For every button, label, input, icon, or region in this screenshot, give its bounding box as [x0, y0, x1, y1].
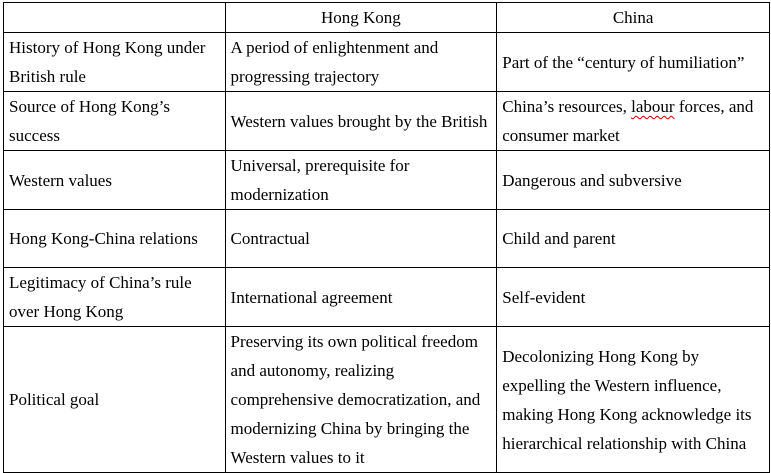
header-row: [4, 3, 770, 33]
china-cell: Decolonizing Hong Kong by expelling the Western influence, making Hong Kong acknowledge its hierarchical relationship with China: [497, 327, 770, 473]
hong-kong-cell: Contractual: [225, 210, 497, 268]
row-topic: Political goal: [4, 327, 226, 473]
china-cell: Child and parent: [497, 210, 770, 268]
header-cell-hong-kong: Hong Kong: [225, 3, 497, 33]
table-row: [4, 268, 770, 327]
table-row: [4, 92, 770, 151]
table-row: [4, 210, 770, 268]
china-cell-text-start: China’s resources,: [502, 97, 632, 116]
row-topic: Western values: [4, 151, 226, 210]
china-cell-text-end: forces, and consumer market: [502, 97, 754, 145]
row-topic: Legitimacy of China’s rule over Hong Kong: [4, 268, 226, 327]
row-topic: History of Hong Kong under British rule: [4, 33, 226, 92]
table-row: [4, 327, 770, 473]
china-cell: Dangerous and subversive: [497, 151, 770, 210]
hong-kong-cell: A period of enlightenment and progressing trajectory: [225, 33, 497, 92]
spellcheck-flagged-word[interactable]: labour: [631, 97, 675, 116]
header-cell-topic: [4, 3, 226, 33]
china-cell: Self-evident: [497, 268, 770, 327]
table-row: [4, 151, 770, 210]
hong-kong-cell: International agreement: [225, 268, 497, 327]
china-cell: [497, 92, 770, 151]
hong-kong-cell: Preserving its own political freedom and autonomy, realizing comprehensive democratization, and modernizing China by bringing the Western values to it: [225, 327, 497, 473]
hong-kong-cell: Universal, prerequisite for modernization: [225, 151, 497, 210]
china-cell: Part of the “century of humiliation”: [497, 33, 770, 92]
row-topic: Source of Hong Kong’s success: [4, 92, 226, 151]
hong-kong-cell: Western values brought by the British: [225, 92, 497, 151]
comparison-table: [3, 2, 770, 473]
header-cell-china: China: [497, 3, 770, 33]
row-topic: Hong Kong-China relations: [4, 210, 226, 268]
table-row: [4, 33, 770, 92]
